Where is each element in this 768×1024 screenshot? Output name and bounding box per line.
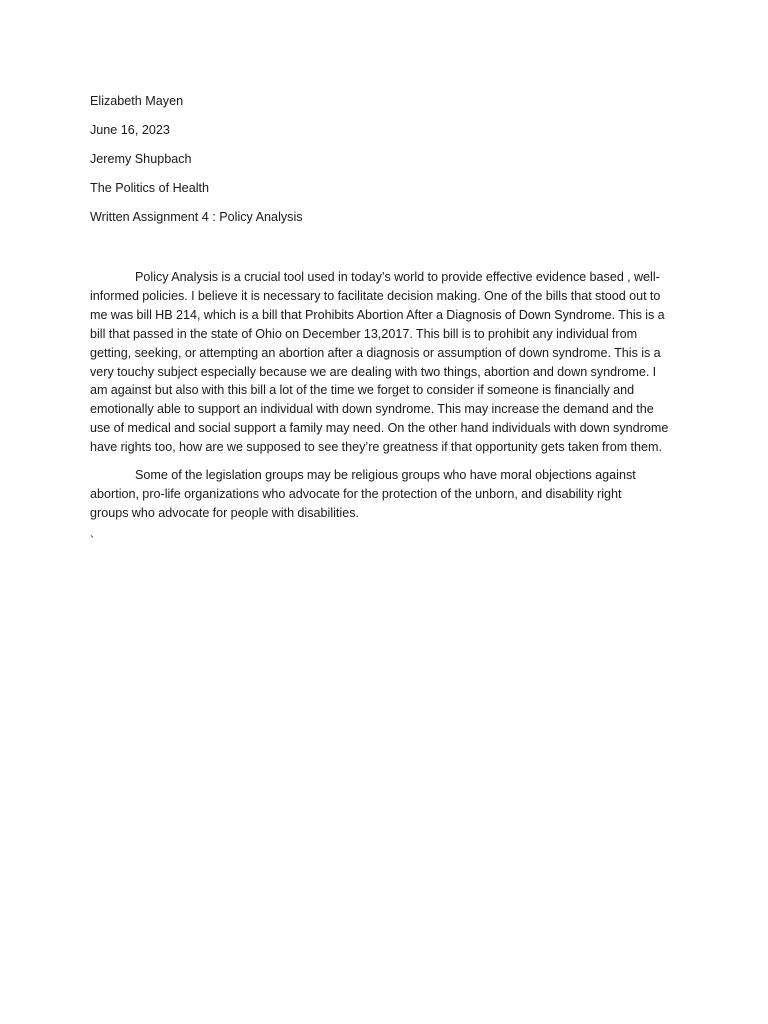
paragraph-1-line: very touchy subject especially because we are dealing with two things, abortion and down syndrome. I xyxy=(90,364,657,379)
paragraph-1-line: getting, seeking, or attempting an abortion after a diagnosis or assumption of down syndrome. This is a xyxy=(90,345,661,360)
course-name: The Politics of Health xyxy=(90,181,209,195)
paragraph-1-line: informed policies. I believe it is necessary to facilitate decision making. One of the bills that stood out to xyxy=(90,288,661,303)
paragraph-1 xyxy=(90,268,680,457)
paragraph-1-line: me was bill HB 214, which is a bill that Prohibits Abortion After a Diagnosis of Down Syndrome. This is a xyxy=(90,307,665,322)
author-name: Elizabeth Mayen xyxy=(90,94,184,108)
paragraph-1-line: emotionally able to support an individual with down syndrome. This may increase the demand and the xyxy=(90,402,654,417)
paragraph-1-line: have rights too, how are we supposed to see they’re greatness if that opportunity gets taken from them. xyxy=(90,440,663,455)
paragraph-2-line: Some of the legislation groups may be religious groups who have moral objections against xyxy=(135,468,636,483)
paragraph-2-line: abortion, pro-life organizations who advocate for the protection of the unborn, and disability right xyxy=(90,486,622,501)
trailing-mark: ` xyxy=(90,533,95,548)
instructor-name: Jeremy Shupbach xyxy=(90,152,192,166)
paragraph-2 xyxy=(90,466,680,523)
paragraph-1-line: Policy Analysis is a crucial tool used in today’s world to provide effective evidence based , well- xyxy=(135,270,660,284)
document-header xyxy=(90,93,690,238)
assignment-title: Written Assignment 4 : Policy Analysis xyxy=(90,210,303,224)
document-body xyxy=(90,268,680,550)
paragraph-2-line: groups who advocate for people with disabilities. xyxy=(90,505,360,520)
paragraph-1-line: bill that passed in the state of Ohio on December 13,2017. This bill is to prohibit any individual from xyxy=(90,326,638,341)
paragraph-1-line: use of medical and social support a family may need. On the other hand individuals with down syndrome xyxy=(90,421,669,436)
document-date: June 16, 2023 xyxy=(90,123,170,137)
paragraph-1-line: am against but also with this bill a lot of the time we forget to consider if someone is financially and xyxy=(90,383,635,398)
